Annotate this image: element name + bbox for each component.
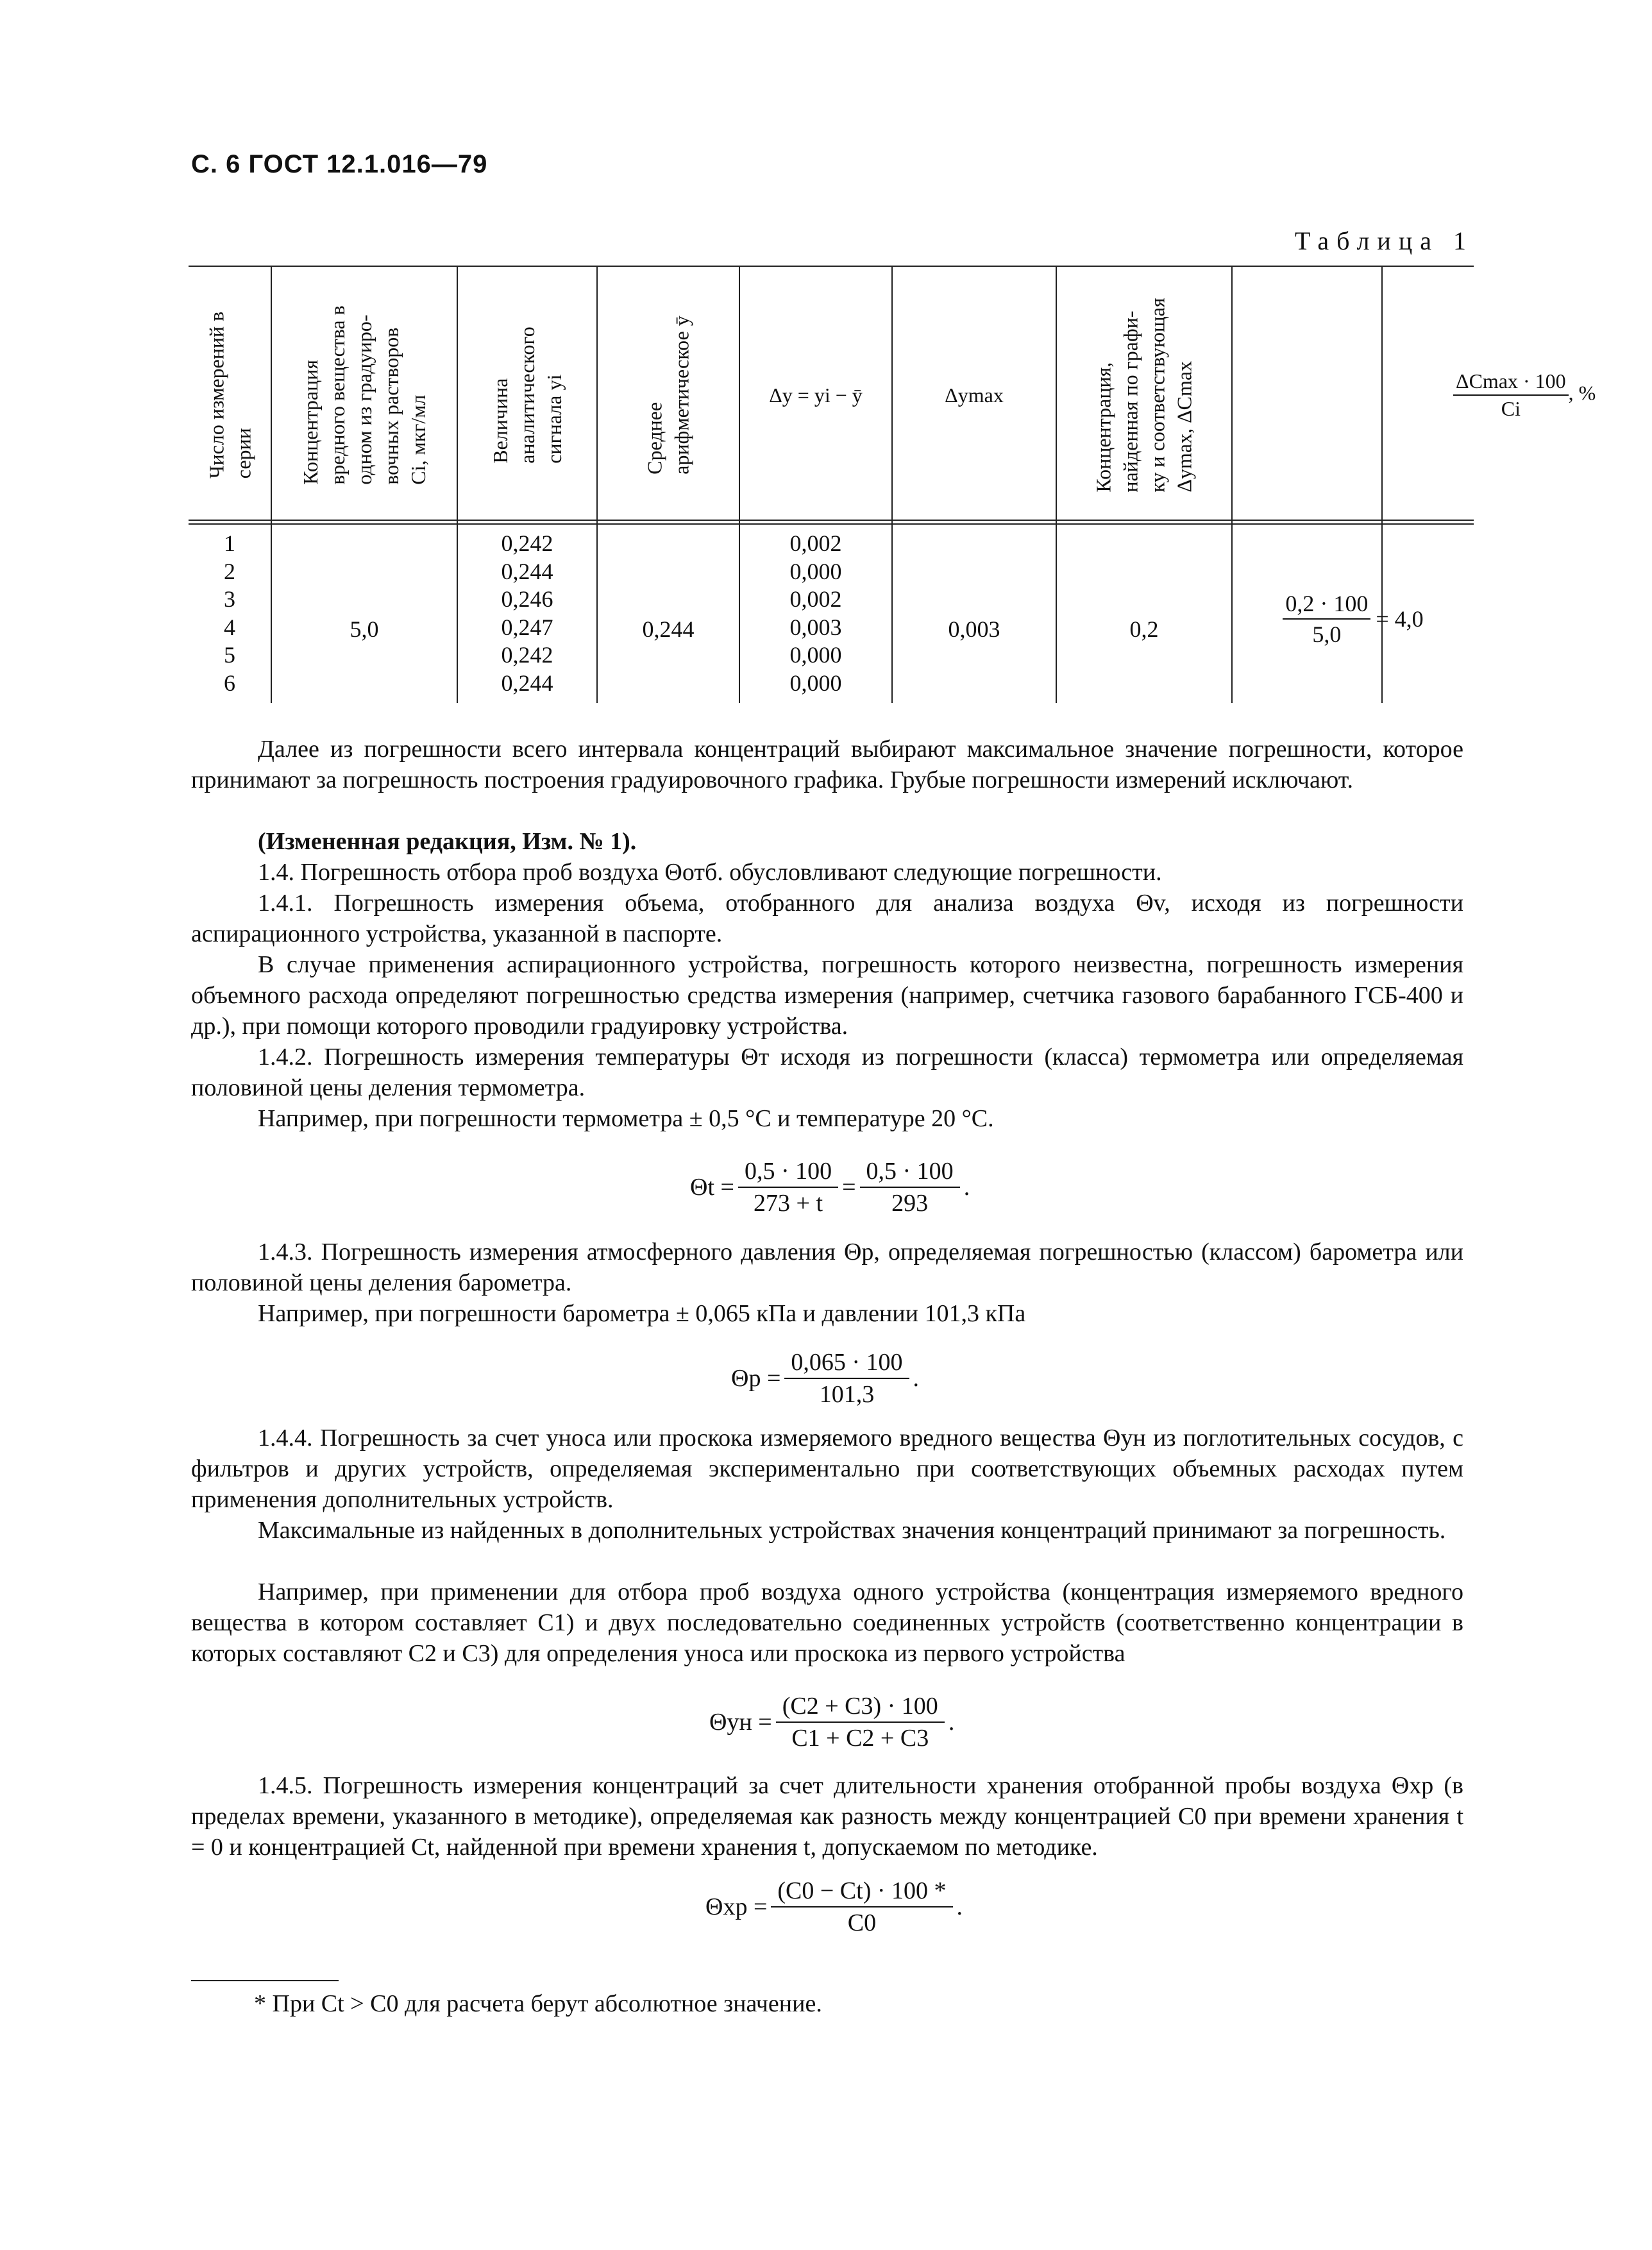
formula-pressure (731, 1348, 919, 1408)
formula-fraction (784, 1348, 909, 1408)
header-line: вредного вещества в (325, 305, 349, 485)
paragraph: Далее из погрешности всего интервала концентраций выбирают максимальное значение погрешности, которое принимают за погрешность построения градуировочного графика. Грубые погрешности измерений исключают. (191, 736, 1463, 793)
paragraph-1-4-3: 1.4.3. Погрешность измерения атмосферного давления Θp, определяемая погрешностью (классом) барометра или половиной цены деления барометра. (191, 1239, 1463, 1296)
header-delta-max (893, 269, 1056, 521)
header-line: сигнала yi (543, 374, 566, 464)
cell-found-concentration: 0,2 (1129, 616, 1159, 642)
paragraph-1-4-5: 1.4.5. Погрешность измерения концентраций за счет длительности хранения отобранной пробы воздуха Θхр (в пределах времени, указанного в методике), определяемая как разность между концентрацией C0 при времени хранения t = 0 и концентрацией Ct, найденной при времени хранения t, допускаемом по методике. (191, 1772, 1463, 1861)
table-cell: 0,244 (501, 670, 553, 696)
formula-lhs: Θt = (690, 1174, 734, 1201)
paragraph-1-4-1: 1.4.1. Погрешность измерения объема, отобранного для анализа воздуха Θv, исходя из погрешности аспирационного устройства, указанной в паспорте. (191, 890, 1463, 947)
header-mean (598, 269, 739, 521)
table-cell: 0,242 (501, 530, 553, 556)
table-cell: 0,002 (789, 586, 842, 612)
equals-sign: = (842, 1174, 856, 1201)
formula-storage (705, 1877, 963, 1937)
header-signal (458, 269, 596, 521)
table-cell: 3 (224, 586, 235, 612)
fraction-numerator: 0,2 · 100 (1283, 590, 1370, 620)
table-cell: 1 (224, 530, 235, 556)
table-cell: 0,244 (501, 558, 553, 584)
fraction-denominator: 273 + t (754, 1190, 823, 1217)
header-relative-error (1383, 269, 1652, 521)
page-header: С. 6 ГОСТ 12.1.016—79 (191, 150, 488, 178)
header-line: Концентрация (298, 359, 322, 485)
footnote-rule (191, 1980, 339, 1981)
table-cell: 0,242 (501, 642, 553, 668)
cell-result (1233, 590, 1474, 648)
header-text: Δy = yi − ȳ (769, 383, 863, 407)
header-line: Δymax, ΔCmax (1173, 360, 1196, 493)
fraction-numerator: 0,065 · 100 (784, 1348, 909, 1379)
header-text: Δymax (945, 383, 1004, 407)
table-cell: 5 (224, 642, 235, 668)
formula-lhs: Θхр = (705, 1893, 768, 1920)
formula-end: . (913, 1365, 920, 1392)
header-line: Концентрация, (1092, 362, 1115, 493)
fraction-denominator: Ci (1501, 397, 1521, 420)
result-fraction (1283, 590, 1370, 648)
paragraph-1-4: 1.4. Погрешность отбора проб воздуха Θотб. обусловливают следующие погрешности. (258, 859, 1162, 886)
col-signal (458, 530, 596, 697)
header-line: серии (232, 428, 255, 479)
header-found-concentration (1057, 269, 1231, 521)
header-line: вочных растворов (379, 327, 403, 485)
formula-fraction (771, 1877, 952, 1937)
paragraph: Например, при применении для отбора проб воздуха одного устройства (концентрация измеряемого вредного вещества в котором составляет C1) и двух последовательно соединенных устройств (соответственно концентрации в которых составляют C2 и C3) для определения уноса или проскока из первого устройства (191, 1578, 1463, 1667)
header-line: найденная по графи- (1119, 310, 1142, 493)
formula-lhs: Θp = (731, 1365, 781, 1392)
fraction-numerator: (C0 − Ct) · 100 * (771, 1877, 952, 1907)
col-delta (740, 530, 891, 697)
table-cell: 0,000 (789, 558, 842, 584)
formula-lhs: Θун = (709, 1709, 772, 1736)
fraction-numerator: 0,5 · 100 (860, 1157, 960, 1188)
table-cell: 4 (224, 614, 235, 640)
header-line: аналитического (516, 326, 539, 464)
fraction-denominator: 101,3 (819, 1381, 875, 1408)
formula-end: . (956, 1893, 963, 1920)
fraction-numerator: (C2 + C3) · 100 (776, 1692, 945, 1723)
cell-delta-max: 0,003 (948, 616, 1000, 642)
header-series-count (189, 269, 271, 521)
formula-temperature (690, 1157, 970, 1217)
result-value: = 4,0 (1376, 606, 1424, 632)
formula-end: . (948, 1709, 955, 1736)
header-line: Среднее (643, 402, 666, 475)
formula-fraction (776, 1692, 945, 1752)
amendment-note: (Измененная редакция, Изм. № 1). (258, 828, 637, 855)
table-cell: 0,000 (789, 642, 842, 668)
table-cell: 0,000 (789, 670, 842, 696)
header-fraction (1453, 369, 1569, 421)
fraction-numerator: 0,5 · 100 (738, 1157, 838, 1188)
paragraph-1-4-2: 1.4.2. Погрешность измерения температуры Θт исходя из погрешности (класса) термометра или определяемая половиной цены деления термометра. (191, 1044, 1463, 1101)
header-concentration (272, 269, 457, 521)
header-line: арифметическое ȳ (670, 316, 693, 475)
cell-mean: 0,244 (642, 616, 695, 642)
col-series-count (189, 530, 271, 697)
paragraph: Например, при погрешности термометра ± 0,5 °С и температуре 20 °С. (258, 1105, 994, 1132)
footnote: * При Ct > C0 для расчета берут абсолютное значение. (254, 1990, 822, 2017)
fraction-denominator: C1 + C2 + C3 (791, 1725, 929, 1752)
formula-end: . (963, 1174, 970, 1201)
paragraph: В случае применения аспирационного устройства, погрешность которого неизвестна, погрешность измерения объемного расхода определяют погрешностью средства измерения (например, счетчика газового барабанного ГСБ-400 и др.), при помощи которого проводили градуировку устройства. (191, 951, 1463, 1040)
header-line: Число измерений в (205, 311, 228, 479)
fraction-denominator: 5,0 (1312, 622, 1342, 647)
header-line: Величина (489, 378, 512, 464)
table-cell: 0,003 (789, 614, 842, 640)
percent-unit: , % (1568, 381, 1596, 405)
formula-fraction (860, 1157, 960, 1217)
paragraph: Например, при погрешности барометра ± 0,065 кПа и давлении 101,3 кПа (258, 1300, 1026, 1327)
formula-carryover (709, 1692, 954, 1752)
header-delta (740, 269, 891, 521)
fraction-numerator: ΔCmax · 100 (1453, 369, 1569, 396)
table-cell: 0,246 (501, 586, 553, 612)
paragraph-1-4-4: 1.4.4. Погрешность за счет уноса или проскока измеряемого вредного вещества Θун из поглотительных сосудов, с фильтров и других устройств, определяемая экспериментально при соответствующих объемных расходах путем применения дополнительных устройств. (191, 1425, 1463, 1513)
fraction-denominator: 293 (891, 1190, 929, 1217)
table-cell: 2 (224, 558, 235, 584)
header-line: одном из градуиро- (352, 314, 376, 485)
table-label: Таблица 1 (1294, 226, 1474, 255)
formula-fraction (738, 1157, 838, 1217)
cell-concentration: 5,0 (350, 616, 379, 642)
header-line: Ci, мкг/мл (406, 394, 430, 485)
table-cell: 6 (224, 670, 235, 696)
header-line: ку и соответствующая (1146, 298, 1169, 493)
paragraph: Максимальные из найденных в дополнительных устройствах значения концентраций принимают за погрешность. (258, 1517, 1446, 1544)
fraction-denominator: C0 (847, 1909, 877, 1936)
table-cell: 0,247 (501, 614, 553, 640)
table-cell: 0,002 (789, 530, 842, 556)
